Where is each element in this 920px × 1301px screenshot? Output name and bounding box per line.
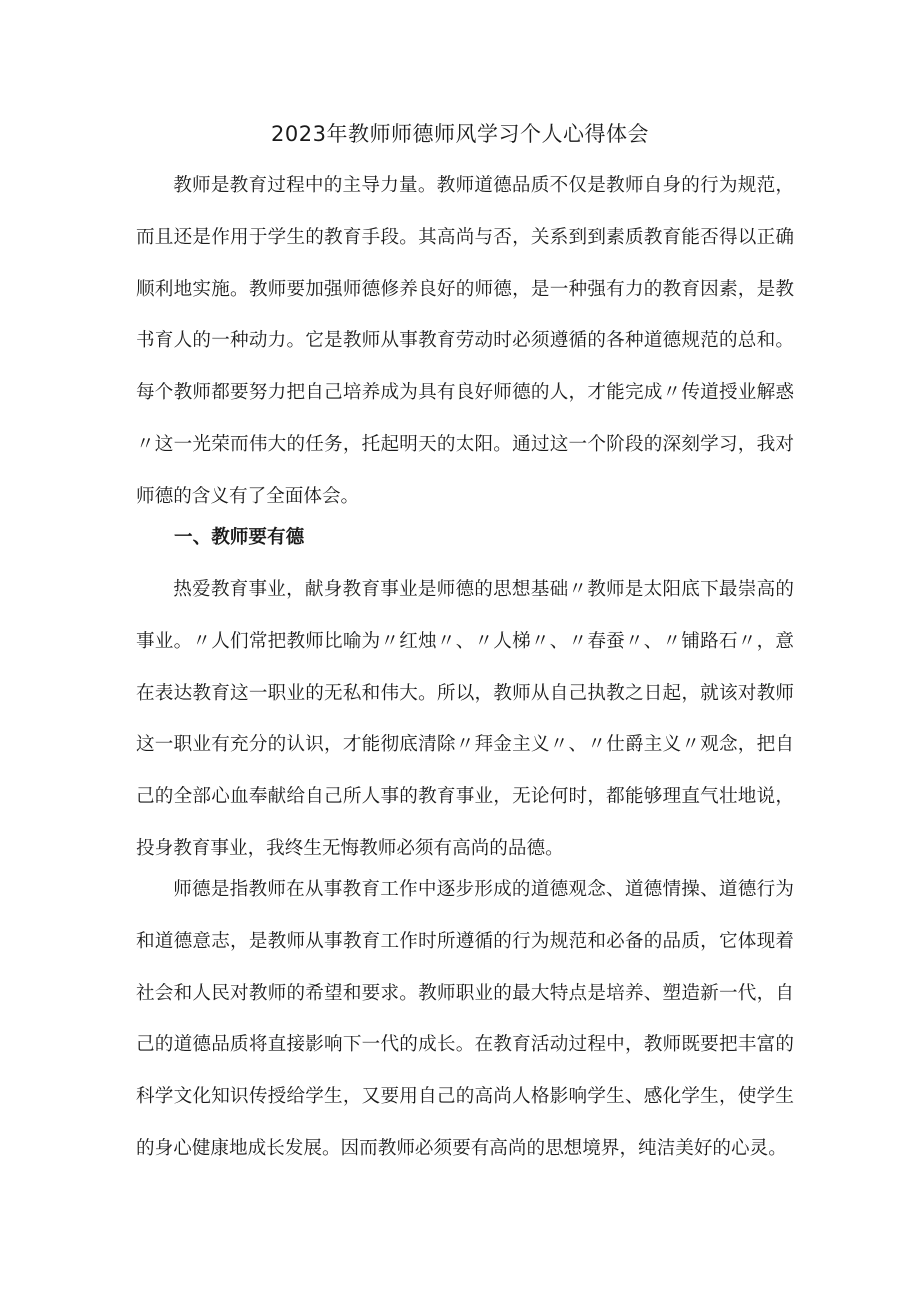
- paragraph-dedication: 热爱教育事业，献身教育事业是师德的思想基础〃教师是太阳底下最崇高的事业。〃人们常把教师比喻为〃红烛〃、〃人梯〃、〃春蚕〃、〃铺路石〃，意在表达教育这一职业的无私和伟大。所以，教师从自己执教之日起，就该对教师这一职业有充分的认识，才能彻底清除〃拜金主义〃、〃仕爵主义〃观念，把自己的全部心血奉献给自己所人事的教育事业，无论何时，都能够理直气壮地说，投身教育事业，我终生无悔教师必须有高尚的品德。: [136, 579, 794, 859]
- document-title: 2023年教师师德师风学习个人心得体会: [271, 122, 649, 146]
- section-heading: 一、教师要有德: [174, 527, 305, 548]
- paragraph-morality: 师德是指教师在从事教育工作中逐步形成的道德观念、道德情操、道德行为和道德意志，是教师从事教育工作时所遵循的行为规范和必备的品质，它体现着社会和人民对教师的希望和要求。教师职业的最大特点是培养、塑造新一代，自己的道德品质将直接影响下一代的成长。在教育活动过程中，教师既要把丰富的科学文化知识传授给学生，又要用自己的高尚人格影响学生、感化学生，使学生的身心健康地成长发展。因而教师必须要有高尚的思想境界，纯洁美好的心灵。: [136, 879, 794, 1159]
- paragraph-intro: 教师是教育过程中的主导力量。教师道德品质不仅是教师自身的行为规范，而且还是作用于学生的教育手段。其高尚与否，关系到到素质教育能否得以正确顺利地实施。教师要加强师德修养良好的师德，是一种强有力的教育因素，是教书育人的一种动力。它是教师从事教育劳动时必须遵循的各种道德规范的总和。每个教师都要努力把自己培养成为具有良好师德的人，才能完成〃传道授业解惑〃这一光荣而伟大的任务，托起明天的太阳。通过这一个阶段的深刻学习，我对师德的含义有了全面体会。: [136, 175, 794, 507]
